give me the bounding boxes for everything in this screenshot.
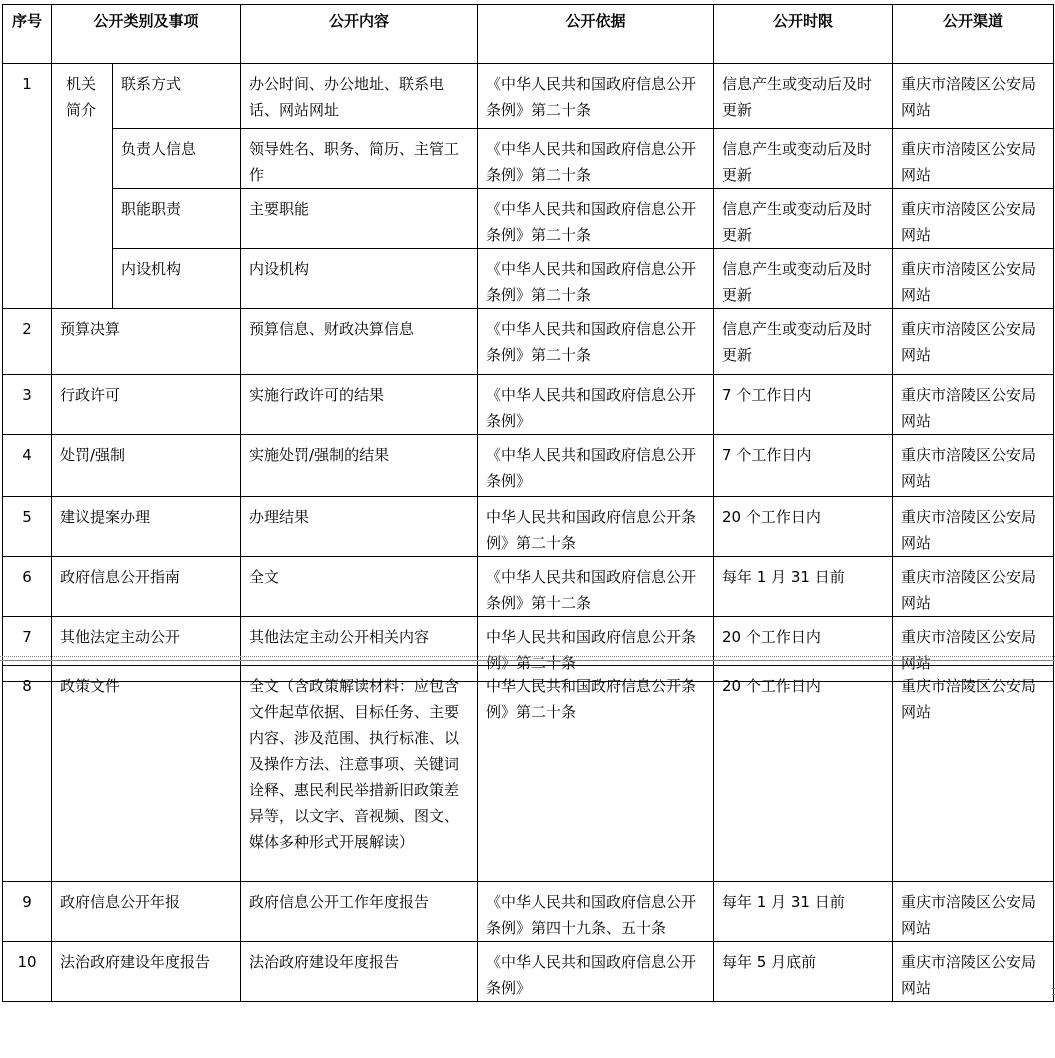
row-channel (893, 249, 1054, 309)
row-basis (478, 882, 714, 942)
row-content (241, 435, 478, 497)
row-basis (478, 666, 714, 882)
row-basis (478, 129, 714, 189)
row-time (714, 249, 893, 309)
row-num (3, 882, 52, 942)
table-row (3, 497, 1054, 557)
basis-text: 《中华人民共和国政府信息公开条例》 (486, 446, 697, 490)
content-text: 内设机构 (249, 260, 310, 278)
channel-text: 重庆市涪陵区公安局网站 (901, 568, 1037, 612)
row-content (241, 249, 478, 309)
content-text: 法治政府建设年度报告 (249, 953, 400, 971)
row-time (714, 435, 893, 497)
time-text: 每年 1 月 31 日前 (722, 893, 845, 911)
table-row (3, 942, 1054, 1002)
table-row (3, 129, 1054, 189)
row-channel (893, 129, 1054, 189)
content-text: 实施处罚/强制的结果 (249, 446, 390, 464)
channel-text: 重庆市涪陵区公安局网站 (901, 386, 1037, 430)
time-text: 20 个工作日内 (722, 628, 821, 646)
row-content (241, 375, 478, 435)
channel-text: 重庆市涪陵区公安局网站 (901, 200, 1037, 244)
disclosure-table-part2 (2, 665, 1054, 1002)
row-content (241, 189, 478, 249)
row-basis (478, 309, 714, 375)
row-num-text: 4 (22, 446, 32, 464)
page-break-dotted-line (0, 656, 1055, 657)
item-text: 联系方式 (121, 75, 182, 93)
channel-text: 重庆市涪陵区公安局网站 (901, 508, 1037, 552)
row-num (3, 666, 52, 882)
content-text: 政府信息公开工作年度报告 (249, 893, 430, 911)
row-item (52, 375, 241, 435)
row-item (52, 882, 241, 942)
row-content (241, 557, 478, 617)
channel-text: 重庆市涪陵区公安局网站 (901, 628, 1037, 672)
row-channel (893, 666, 1054, 882)
row-time (714, 497, 893, 557)
table-row (3, 666, 1054, 882)
item-text: 政策文件 (60, 677, 121, 695)
row-category (52, 64, 113, 309)
basis-text: 中华人民共和国政府信息公开条例》第二十条 (486, 508, 697, 552)
item-text: 政府信息公开指南 (60, 568, 181, 586)
row-item (52, 435, 241, 497)
item-text: 职能职责 (121, 200, 182, 218)
time-text: 每年 5 月底前 (722, 953, 817, 971)
row-time (714, 557, 893, 617)
row-content (241, 129, 478, 189)
channel-text: 重庆市涪陵区公安局网站 (901, 75, 1037, 119)
row-time (714, 375, 893, 435)
row-item (113, 189, 241, 249)
content-text: 其他法定主动公开相关内容 (249, 628, 430, 646)
channel-text: 重庆市涪陵区公安局网站 (901, 320, 1037, 364)
time-text: 每年 1 月 31 日前 (722, 568, 845, 586)
row-item (52, 666, 241, 882)
row-num-text: 3 (22, 386, 32, 404)
time-text: 20 个工作日内 (722, 508, 821, 526)
row-num (3, 557, 52, 617)
row-num-text: 2 (22, 320, 32, 338)
row-time (714, 882, 893, 942)
row-time (714, 129, 893, 189)
row-content (241, 64, 478, 129)
row-num-text: 9 (22, 893, 32, 911)
row-num (3, 375, 52, 435)
basis-text: 《中华人民共和国政府信息公开条例》 (486, 953, 697, 997)
row-content (241, 497, 478, 557)
channel-text: 重庆市涪陵区公安局网站 (901, 260, 1037, 304)
item-text: 预算决算 (60, 320, 121, 338)
row-num (3, 497, 52, 557)
channel-text: 重庆市涪陵区公安局网站 (901, 677, 1037, 721)
header-content: 公开内容 (241, 5, 478, 64)
time-text: 信息产生或变动后及时更新 (722, 260, 873, 304)
row-channel (893, 882, 1054, 942)
row-time (714, 309, 893, 375)
item-text: 负责人信息 (121, 140, 197, 158)
time-text: 20 个工作日内 (722, 677, 821, 695)
row-item (52, 942, 241, 1002)
row-channel (893, 64, 1054, 129)
basis-text: 《中华人民共和国政府信息公开条例》第四十九条、五十条 (486, 893, 697, 937)
row-channel (893, 557, 1054, 617)
row-basis (478, 497, 714, 557)
row-content (241, 666, 478, 882)
row-num (3, 309, 52, 375)
time-text: 信息产生或变动后及时更新 (722, 140, 873, 184)
basis-text: 中华人民共和国政府信息公开条例》第二十条 (486, 628, 697, 672)
basis-text: 《中华人民共和国政府信息公开条例》第二十条 (486, 75, 697, 119)
row-basis (478, 64, 714, 129)
table-row (3, 375, 1054, 435)
row-basis (478, 557, 714, 617)
table-row (3, 435, 1054, 497)
item-text: 建议提案办理 (60, 508, 151, 526)
content-text: 办公时间、办公地址、联系电话、网站网址 (249, 75, 445, 119)
row-content (241, 309, 478, 375)
row-basis (478, 435, 714, 497)
time-text: 信息产生或变动后及时更新 (722, 200, 873, 244)
category-text: 机关简介 (66, 75, 97, 119)
item-text: 行政许可 (60, 386, 121, 404)
item-text: 处罚/强制 (60, 446, 126, 464)
row-time (714, 666, 893, 882)
row-channel (893, 375, 1054, 435)
row-time (714, 942, 893, 1002)
row-item (52, 557, 241, 617)
content-text: 办理结果 (249, 508, 310, 526)
item-text: 内设机构 (121, 260, 182, 278)
row-basis (478, 249, 714, 309)
time-text: 信息产生或变动后及时更新 (722, 320, 873, 364)
row-content (241, 882, 478, 942)
time-text: 信息产生或变动后及时更新 (722, 75, 873, 119)
row-channel (893, 309, 1054, 375)
header-num: 序号 (3, 5, 52, 64)
basis-text: 《中华人民共和国政府信息公开条例》第二十条 (486, 200, 697, 244)
row-item (52, 309, 241, 375)
content-text: 全文 (249, 568, 280, 586)
basis-text: 《中华人民共和国政府信息公开条例》第二十条 (486, 260, 697, 304)
time-text: 7 个工作日内 (722, 446, 812, 464)
row-channel (893, 497, 1054, 557)
channel-text: 重庆市涪陵区公安局网站 (901, 953, 1037, 997)
header-channel: 公开渠道 (893, 5, 1054, 64)
row-channel (893, 942, 1054, 1002)
row-num (3, 435, 52, 497)
header-basis: 公开依据 (478, 5, 714, 64)
table-row (3, 309, 1054, 375)
channel-text: 重庆市涪陵区公安局网站 (901, 893, 1037, 937)
table-row (3, 189, 1054, 249)
page-break-line (0, 660, 1055, 661)
table-row (3, 249, 1054, 309)
channel-text: 重庆市涪陵区公安局网站 (901, 446, 1037, 490)
table-row (3, 882, 1054, 942)
basis-text: 《中华人民共和国政府信息公开条例》 (486, 386, 697, 430)
row-num-text: 8 (22, 677, 32, 695)
basis-text: 《中华人民共和国政府信息公开条例》第二十条 (486, 140, 697, 184)
table-header-row (3, 5, 1054, 64)
row-content (241, 942, 478, 1002)
item-text: 法治政府建设年度报告 (60, 953, 211, 971)
item-text: 政府信息公开年报 (60, 893, 181, 911)
row-channel (893, 435, 1054, 497)
content-text: 预算信息、财政决算信息 (249, 320, 415, 338)
disclosure-table-part1 (2, 4, 1054, 682)
row-num-text: 1 (22, 75, 32, 93)
row-num (3, 64, 52, 309)
item-text: 其他法定主动公开 (60, 628, 181, 646)
row-time (714, 189, 893, 249)
header-time: 公开时限 (714, 5, 893, 64)
row-num-text: 7 (22, 628, 32, 646)
content-text: 实施行政许可的结果 (249, 386, 385, 404)
row-num (3, 942, 52, 1002)
row-basis (478, 375, 714, 435)
row-item (113, 129, 241, 189)
content-text: 领导姓名、职务、简历、主管工作 (249, 140, 460, 184)
content-text: 主要职能 (249, 200, 310, 218)
table-row (3, 557, 1054, 617)
row-item (52, 497, 241, 557)
row-item (113, 249, 241, 309)
row-basis (478, 942, 714, 1002)
row-time (714, 64, 893, 129)
row-basis (478, 189, 714, 249)
content-text: 全文（含政策解读材料：应包含文件起草依据、目标任务、主要内容、涉及范围、执行标准、以及操作方法、注意事项、关键词诠释、惠民利民举措新旧政策差异等，以文字、音视频、图文、媒体多种形式开展解读） (249, 677, 460, 851)
basis-text: 《中华人民共和国政府信息公开条例》第二十条 (486, 320, 697, 364)
row-item (113, 64, 241, 129)
basis-text: 中华人民共和国政府信息公开条例》第二十条 (486, 677, 697, 721)
channel-text: 重庆市涪陵区公安局网站 (901, 140, 1037, 184)
time-text: 7 个工作日内 (722, 386, 812, 404)
table-row (3, 64, 1054, 129)
row-num-text: 6 (22, 568, 32, 586)
row-num-text: 5 (22, 508, 32, 526)
basis-text: 《中华人民共和国政府信息公开条例》第十二条 (486, 568, 697, 612)
header-category: 公开类别及事项 (52, 5, 241, 64)
row-channel (893, 189, 1054, 249)
row-num-text: 10 (17, 953, 37, 971)
